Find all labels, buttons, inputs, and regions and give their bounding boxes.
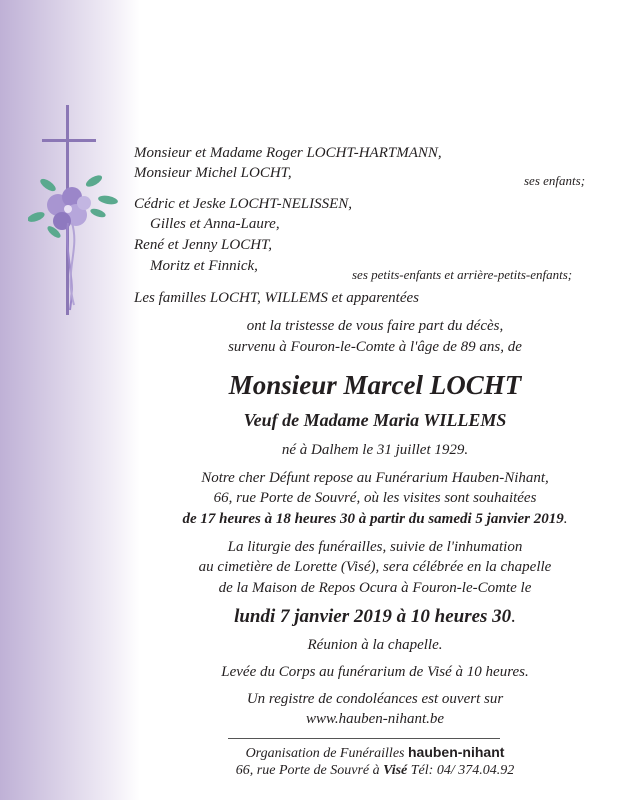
footer-phone: Tél: 04/ 374.04.92 [410,763,515,778]
flowers-icon [47,187,91,230]
family-children-1: Monsieur et Madame Roger LOCHT-HARTMANN, [134,145,442,161]
cross-with-flowers-icon [28,105,138,320]
footer-org-line [160,744,590,762]
visits-line-2: 66, rue Porte de Souvré, où les visites sont souhaitées [213,490,537,506]
footer-address: 66, rue Porte de Souvré à [235,763,380,778]
children-label: ses enfants; [524,173,586,188]
family-grand-3: René et Jenny LOCHT, [134,237,273,253]
meeting-line: Réunion à la chapelle. [307,637,443,653]
deceased-name: Monsieur Marcel LOCHT [228,370,522,400]
liturgy-date-period: . [511,606,516,627]
families-line: Les familles LOCHT, WILLEMS et apparentées [134,290,419,306]
levee-line: Levée du Corps au funérarium de Visé à 10 heures. [221,664,529,680]
brand-logo: hauben-nihant [407,744,505,760]
footer-divider [228,738,500,739]
family-grand-4: Moritz et Finnick, [150,258,258,274]
visits-dates: de 17 heures à 18 heures 30 à partir du samedi 5 janvier 2019 [182,511,564,527]
footer-org-prefix: Organisation de Funérailles [245,746,405,761]
family-grand-1: Cédric et Jeske LOCHT-NELISSEN, [134,196,353,212]
liturgy-line-3: de la Maison de Repos Ocura à Fouron-le-Comte le [218,580,532,596]
deceased-born: né à Dalhem le 31 juillet 1929. [281,442,469,458]
cross-horizontal-beam [42,139,96,142]
visits-dates-period: . [563,511,568,527]
family-grand-2: Gilles et Anna-Laure, [150,216,280,232]
footer-address-line [160,762,590,779]
family-children-2: Monsieur Michel LOCHT, [134,165,292,181]
visits-line-3 [160,511,590,528]
liturgy-date-line [160,606,590,628]
deceased-widower: Veuf de Madame Maria WILLEMS [243,410,507,430]
footer-city: Visé [383,763,408,778]
visits-line-1: Notre cher Défunt repose au Funérarium Hauben-Nihant, [201,470,549,486]
liturgy-line-1: La liturgie des funérailles, suivie de l'inhumation [227,539,523,555]
grandchildren-label: ses petits-enfants et arrière-petits-enfants; [352,267,573,282]
liturgy-line-2: au cimetière de Lorette (Visé), sera célébrée en la chapelle [198,559,552,575]
register-line: Un registre de condoléances est ouvert sur [246,691,504,707]
announcement-line-2: survenu à Fouron-le-Comte à l'âge de 89 ans, de [228,339,522,355]
announcement-line-1: ont la tristesse de vous faire part du décès, [246,318,504,334]
register-url[interactable]: www.hauben-nihant.be [305,711,445,727]
liturgy-date: lundi 7 janvier 2019 à 10 heures 30 [234,606,512,627]
